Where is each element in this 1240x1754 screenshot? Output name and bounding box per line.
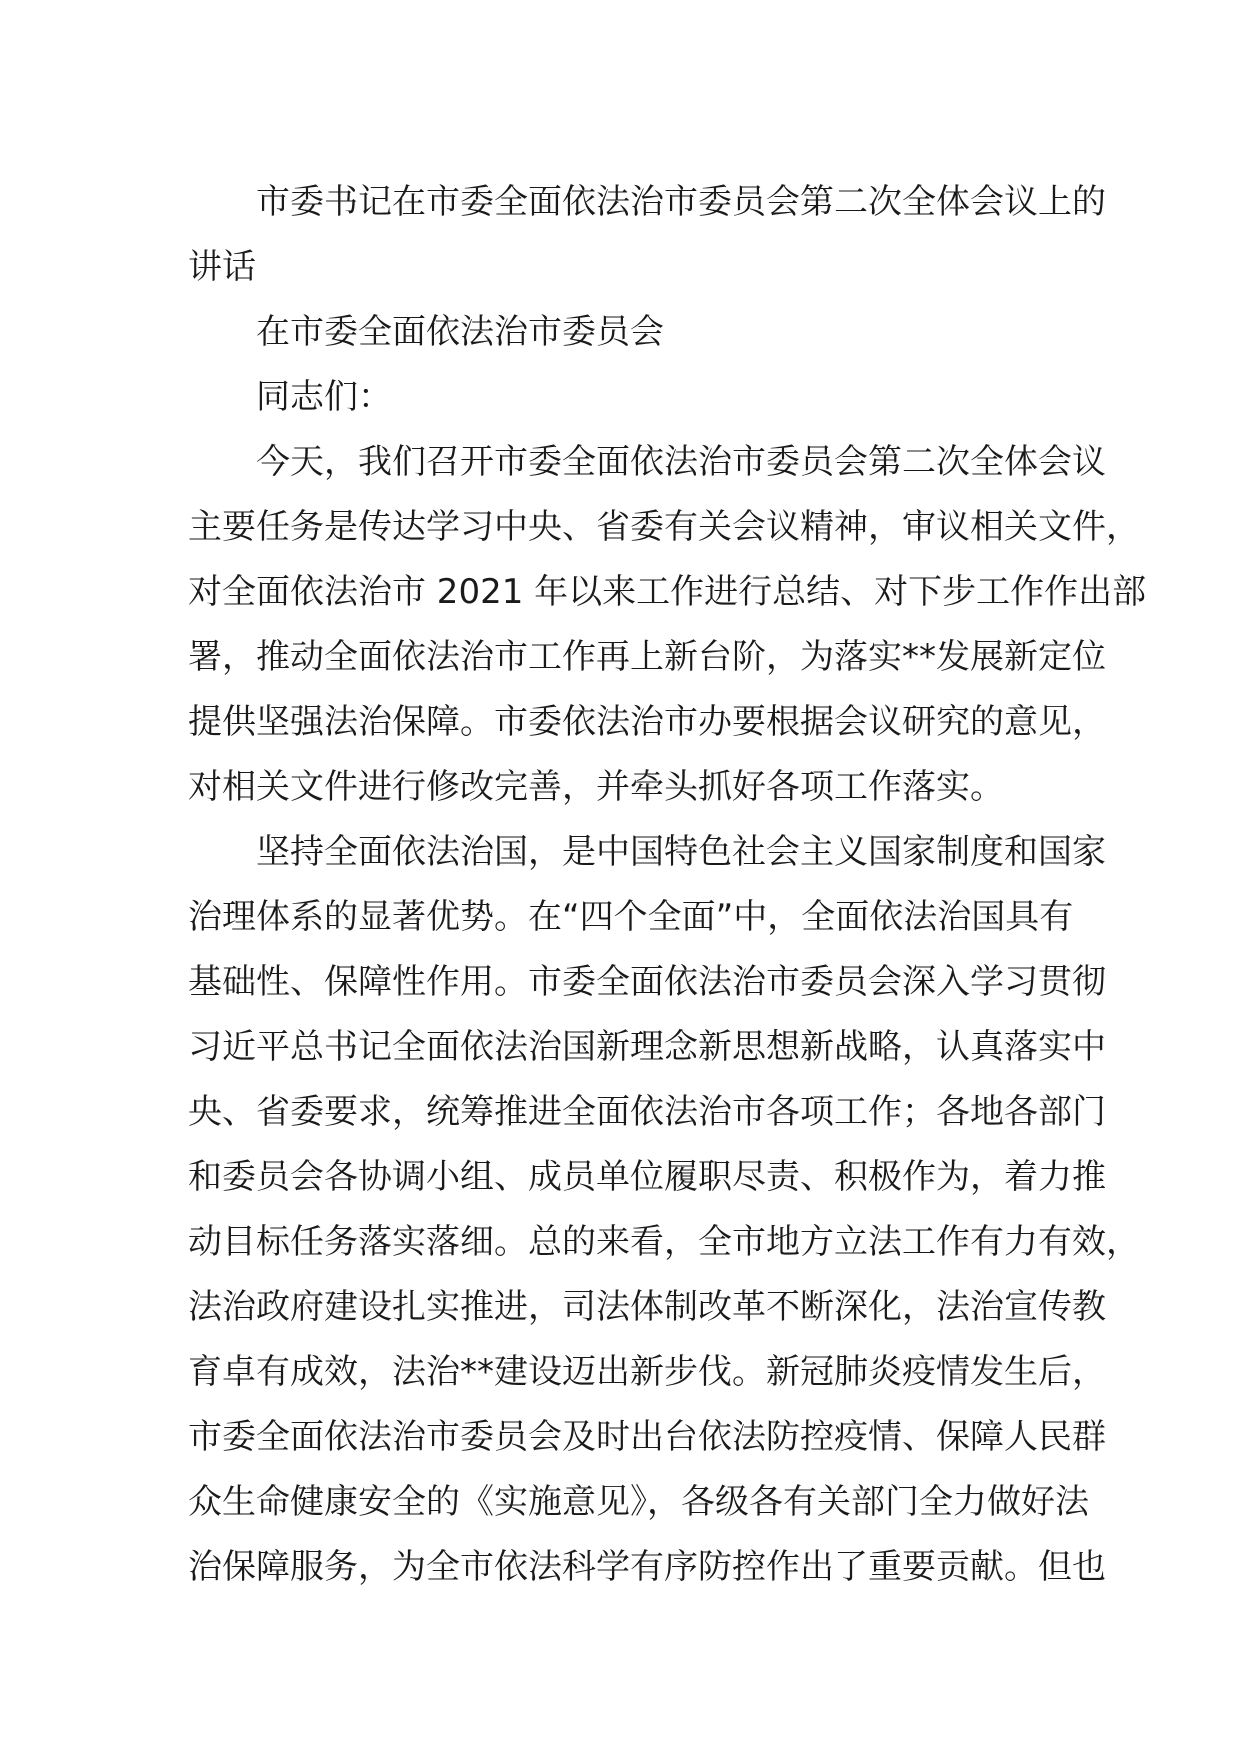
- paragraph-line: 今天，我们召开市委全面依法治市委员会第二次全体会议: [256, 442, 1106, 482]
- paragraph-line: 央、省委要求，统筹推进全面依法治市各项工作；各地各部门: [188, 1092, 1106, 1132]
- paragraph-line: 提供坚强法治保障。市委依法治市办要根据会议研究的意见，: [188, 702, 1106, 742]
- title-line-2: 讲话: [188, 247, 256, 287]
- paragraph-line: 和委员会各协调小组、成员单位履职尽责、积极作为，着力推: [188, 1157, 1106, 1197]
- paragraph-line: 治理体系的显著优势。在“四个全面”中，全面依法治国具有: [188, 897, 1074, 937]
- subtitle-line: 在市委全面依法治市委员会: [256, 312, 664, 352]
- document-body: [188, 170, 1147, 1600]
- salutation: [188, 365, 1088, 430]
- paragraph-line: 习近平总书记全面依法治国新理念新思想新战略，认真落实中: [188, 1027, 1106, 1067]
- paragraph-line: 动目标任务落实落细。总的来看，全市地方立法工作有力有效，: [188, 1222, 1140, 1262]
- document-subtitle: [188, 300, 1088, 365]
- salutation-line: 同志们：: [256, 377, 392, 417]
- paragraph-1: [188, 430, 1147, 820]
- title-line-1: 市委书记在市委全面依法治市委员会第二次全体会议上的: [256, 182, 1106, 222]
- paragraph-line: 对全面依法治市 2021 年以来工作进行总结、对下步工作作出部: [188, 572, 1147, 612]
- paragraph-line: 对相关文件进行修改完善，并牵头抓好各项工作落实。: [188, 767, 1004, 807]
- document-title: [188, 170, 1106, 300]
- paragraph-line: 坚持全面依法治国，是中国特色社会主义国家制度和国家: [256, 832, 1106, 872]
- paragraph-line: 市委全面依法治市委员会及时出台依法防控疫情、保障人民群: [188, 1417, 1106, 1457]
- paragraph-2: [188, 820, 1140, 1600]
- paragraph-line: 主要任务是传达学习中央、省委有关会议精神，审议相关文件，: [188, 507, 1140, 547]
- paragraph-line: 基础性、保障性作用。市委全面依法治市委员会深入学习贯彻: [188, 962, 1106, 1002]
- paragraph-line: 众生命健康安全的《实施意见》，各级各有关部门全力做好法: [188, 1482, 1089, 1522]
- paragraph-line: 治保障服务，为全市依法科学有序防控作出了重要贡献。但也: [188, 1547, 1106, 1587]
- paragraph-line: 法治政府建设扎实推进，司法体制改革不断深化，法治宣传教: [188, 1287, 1106, 1327]
- paragraph-line: 育卓有成效，法治**建设迈出新步伐。新冠肺炎疫情发生后，: [188, 1352, 1106, 1392]
- paragraph-line: 署，推动全面依法治市工作再上新台阶，为落实**发展新定位: [188, 637, 1106, 677]
